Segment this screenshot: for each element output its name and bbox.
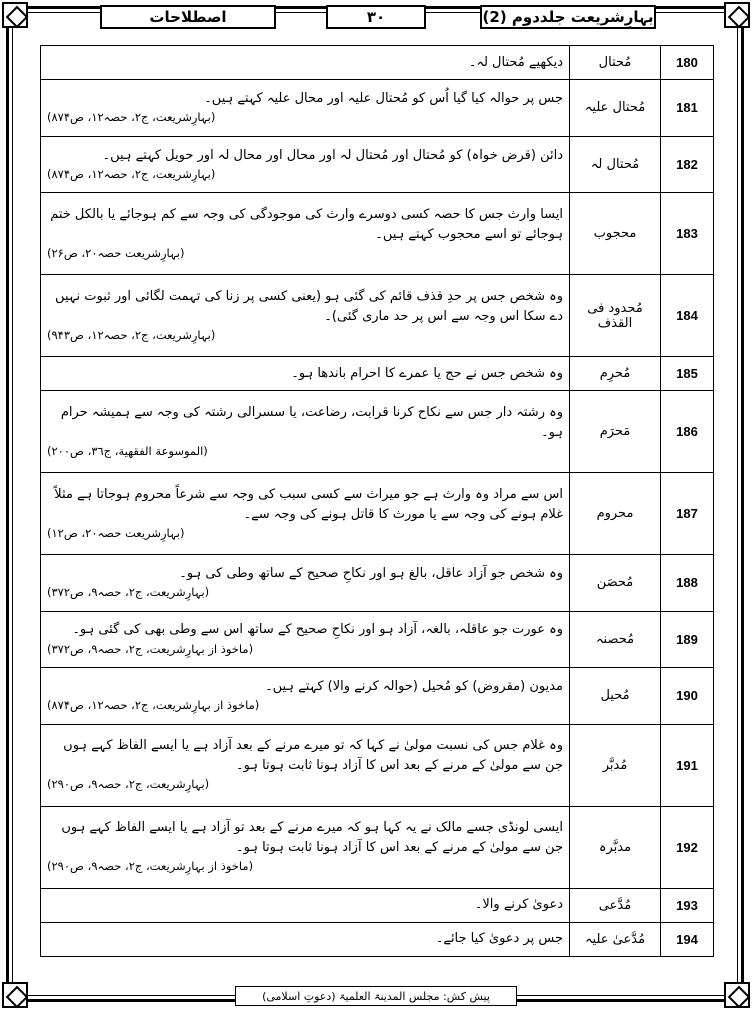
entry-term: مُحیل bbox=[570, 668, 661, 725]
corner-ornament-icon bbox=[2, 2, 28, 28]
entry-reference: (بہارِشریعت حصہ۲۰، ص۲۶) bbox=[47, 245, 185, 260]
entry-definition-cell bbox=[41, 357, 570, 391]
table-row bbox=[41, 611, 714, 668]
entry-definition-cell bbox=[41, 555, 570, 612]
table-row bbox=[41, 555, 714, 612]
entry-term: مُدَّعیٰ علیہ bbox=[570, 922, 661, 956]
entry-term: مُحتال علیہ bbox=[570, 80, 661, 137]
entry-definition: وہ عورت جو عاقلہ، بالغہ، آزاد ہو اور نکاحِ صحیح کے ساتھ اس سے وطی بھی کی گئی ہو۔ bbox=[72, 622, 563, 638]
entry-definition: جس پر دعویٰ کیا جائے۔ bbox=[435, 931, 563, 947]
entry-term: مَحرَم bbox=[570, 391, 661, 473]
entry-definition-cell bbox=[41, 611, 570, 668]
table-row bbox=[41, 473, 714, 555]
entry-definition: وہ غلام جس کی نسبت مولیٰ نے کہا کہ تو میرے مرنے کے بعد آزاد ہے یا ایسے الفاظ کہے ہوں جن سے مولیٰ کے مرنے کے بعد اس کا آزاد ہونا ثابت ہوتا ہو۔ bbox=[63, 738, 563, 774]
terms-table-body bbox=[41, 46, 714, 957]
entry-definition: وہ رشتہ دار جس سے نکاح کرنا قرابت، رضاعت، یا سسرالی رشتہ کی وجہ سے ہمیشہ حرام ہو۔ bbox=[60, 404, 563, 440]
table-row bbox=[41, 668, 714, 725]
table-row bbox=[41, 806, 714, 888]
entry-term: مُحتال bbox=[570, 46, 661, 80]
table-row bbox=[41, 193, 714, 275]
page-header bbox=[100, 5, 656, 31]
page-number: ۳۰ bbox=[326, 5, 426, 29]
entry-number: 192 bbox=[661, 806, 714, 888]
corner-ornament-icon bbox=[724, 2, 750, 28]
entry-definition: جس پر حوالہ کیا گیا اُس کو مُحتال علیہ اور محال علیہ کہتے ہیں۔ bbox=[204, 90, 563, 106]
entry-definition-cell bbox=[41, 724, 570, 806]
entry-definition-cell bbox=[41, 275, 570, 357]
entry-number: 186 bbox=[661, 391, 714, 473]
entry-reference: (بہارِشریعت، ج۲، حصہ۱۲، ص۹۴۳) bbox=[47, 327, 216, 342]
table-row bbox=[41, 46, 714, 80]
entry-term: مُحتال لہ bbox=[570, 136, 661, 193]
entry-definition-cell bbox=[41, 888, 570, 922]
entry-definition: دعویٰ کرنے والا۔ bbox=[474, 897, 563, 913]
entry-definition-cell bbox=[41, 193, 570, 275]
table-row bbox=[41, 888, 714, 922]
entry-reference: (ماخوذ از بہارِشریعت، ج۲، حصہ۹، ص۲۹۰) bbox=[47, 859, 254, 874]
entry-definition: مدیون (مقروض) کو مُحیل (حوالہ کرنے والا) کہتے ہیں۔ bbox=[265, 678, 563, 694]
entry-term: مُحصنہ bbox=[570, 611, 661, 668]
entry-term: محروم bbox=[570, 473, 661, 555]
entry-reference: (بہارِشریعت، ج۲، حصہ۱۲، ص۸۷۴) bbox=[47, 166, 216, 181]
entry-reference: (بہارِشریعت، ج۲، حصہ۹، ص۲۹۰) bbox=[47, 777, 210, 792]
entry-definition-cell bbox=[41, 473, 570, 555]
entry-definition-cell bbox=[41, 136, 570, 193]
entry-definition-cell bbox=[41, 80, 570, 137]
entry-definition: وہ شخص جو آزاد عاقل، بالغ ہو اور نکاحِ صحیح کے ساتھ وطی کی ہو۔ bbox=[179, 565, 563, 581]
table-row bbox=[41, 724, 714, 806]
entry-reference: (الموسوعة الفقهية، ج٣٦، ص٢٠٠) bbox=[47, 443, 208, 458]
entry-number: 180 bbox=[661, 46, 714, 80]
entry-number: 187 bbox=[661, 473, 714, 555]
entry-term: مُدبَّر bbox=[570, 724, 661, 806]
table-row bbox=[41, 922, 714, 956]
entry-term: محجوب bbox=[570, 193, 661, 275]
entry-term: مُحرِم bbox=[570, 357, 661, 391]
entry-definition: دائن (قرض خواہ) کو مُحتال اور مُحتال لہ اور محال اور محال لہ اور حویل کہتے ہیں۔ bbox=[102, 147, 563, 163]
table-row bbox=[41, 357, 714, 391]
terms-table bbox=[40, 45, 714, 957]
entry-number: 189 bbox=[661, 611, 714, 668]
entry-term: مُحصَن bbox=[570, 555, 661, 612]
entry-reference: (بہارِشریعت حصہ۲۰، ص۱۲) bbox=[47, 525, 185, 540]
entry-definition: ایسی لونڈی جسے مالک نے یہ کہا ہو کہ میرے مرنے کے بعد تو آزاد ہے یا ایسے الفاظ کہے ہوں جن سے مولیٰ کے مرنے کے بعد اس کا آزاد ہونا ثابت ہوتا ہو۔ bbox=[61, 820, 563, 856]
entry-number: 188 bbox=[661, 555, 714, 612]
table-row bbox=[41, 275, 714, 357]
corner-ornament-icon bbox=[724, 982, 750, 1008]
entry-definition: وہ شخص جس پر حدِ قذف قائم کی گئی ہو (یعنی کسی پر زنا کی تہمت لگائی اور ثبوت نہیں دے سکا اس وجہ سے اس پر حد ماری گئی)۔ bbox=[55, 288, 563, 324]
entry-definition-cell bbox=[41, 668, 570, 725]
entry-definition-cell bbox=[41, 806, 570, 888]
entry-definition-cell bbox=[41, 46, 570, 80]
entry-number: 190 bbox=[661, 668, 714, 725]
entry-number: 181 bbox=[661, 80, 714, 137]
table-row bbox=[41, 80, 714, 137]
entry-reference: (ماخوذ از بہارِشریعت، ج۲، حصہ۹، ص۳۷۲) bbox=[47, 641, 254, 656]
entry-number: 193 bbox=[661, 888, 714, 922]
entry-definition-cell bbox=[41, 391, 570, 473]
entry-definition: وہ شخص جس نے حج یا عمرے کا احرام باندھا ہو۔ bbox=[291, 365, 563, 381]
entry-definition: اس سے مراد وہ وارث ہے جو میراث سے کسی سبب کی وجہ سے شرعاً محروم ہوجاتا ہے مثلاً غلام ہونے کی وجہ سے یا مورث کا قاتل ہونے کی وجہ سے۔ bbox=[54, 486, 563, 522]
corner-ornament-icon bbox=[2, 982, 28, 1008]
entry-reference: (بہارِشریعت، ج۲، حصہ۹، ص۳۷۲) bbox=[47, 584, 210, 599]
entry-number: 194 bbox=[661, 922, 714, 956]
entry-number: 182 bbox=[661, 136, 714, 193]
table-row bbox=[41, 136, 714, 193]
entry-reference: (بہارِشریعت، ج۲، حصہ۱۲، ص۸۷۴) bbox=[47, 110, 216, 125]
entry-number: 185 bbox=[661, 357, 714, 391]
publisher-footer: پیش کش: مجلس المدینۃ العلمیۃ (دعوتِ اسلامی) bbox=[235, 986, 517, 1006]
entry-definition: دیکھیے مُحتال لہ۔ bbox=[468, 54, 563, 70]
entry-definition-cell bbox=[41, 922, 570, 956]
section-title: اصطلاحات bbox=[100, 5, 276, 29]
entry-definition: ایسا وارث جس کا حصہ کسی دوسرے وارث کی موجودگی کی وجہ سے کم ہوجائے یا بالکل ختم ہوجائے تو اسے محجوب کہتے ہیں۔ bbox=[50, 206, 563, 242]
book-title: بہارِشریعت جلددوم (2) bbox=[480, 5, 656, 29]
table-row bbox=[41, 391, 714, 473]
entry-term: مُحدود فی القذف bbox=[570, 275, 661, 357]
entry-term: مدبَّرہ bbox=[570, 806, 661, 888]
entry-number: 183 bbox=[661, 193, 714, 275]
entry-number: 184 bbox=[661, 275, 714, 357]
entry-number: 191 bbox=[661, 724, 714, 806]
entry-reference: (ماخوذ از بہارِشریعت، ج۲، حصہ۱۲، ص۸۷۴) bbox=[47, 698, 260, 713]
entry-term: مُدَّعی bbox=[570, 888, 661, 922]
